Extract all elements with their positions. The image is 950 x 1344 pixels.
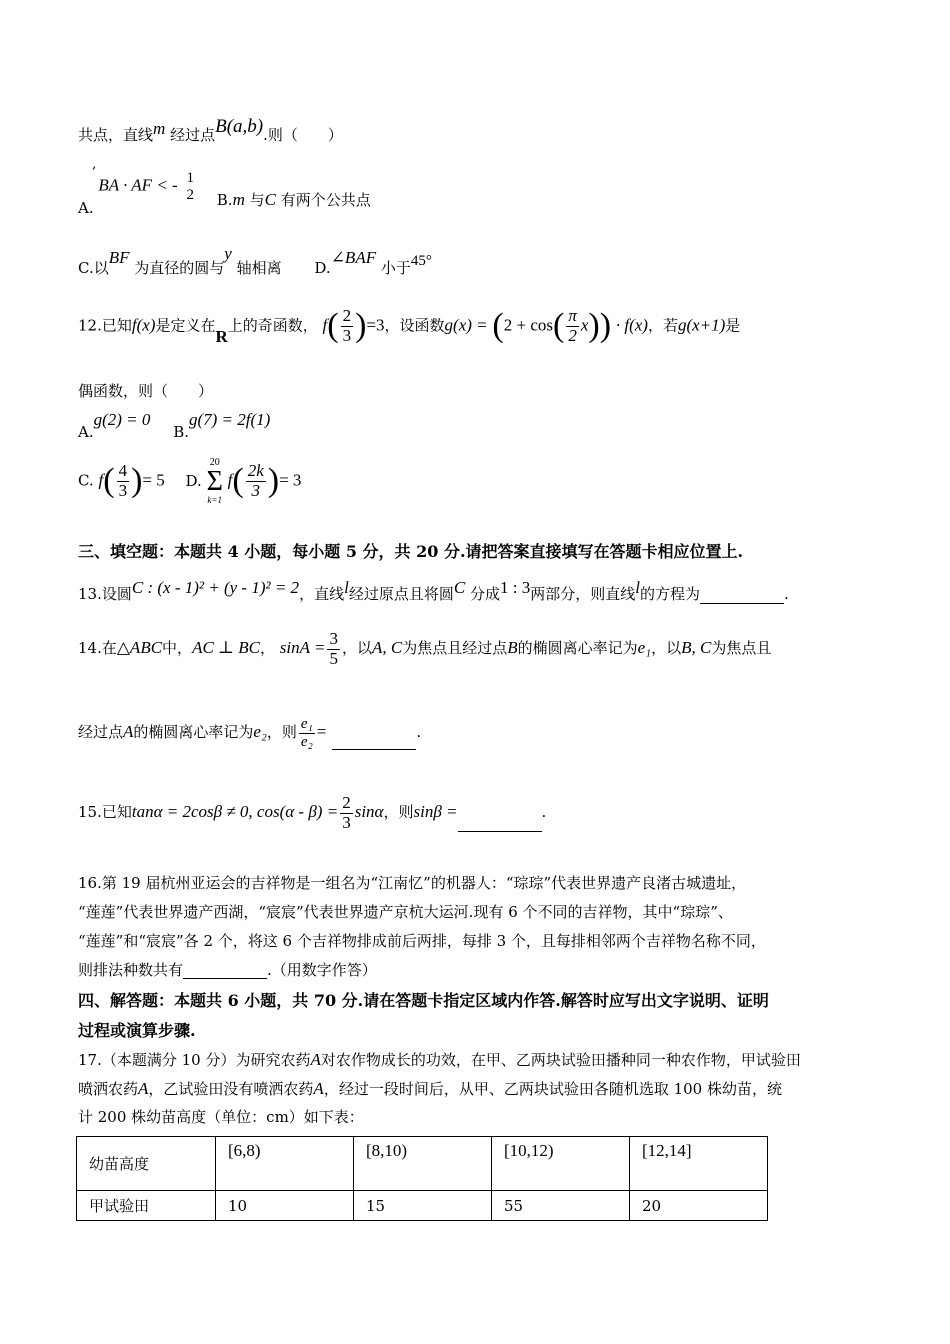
paren-close: ) bbox=[588, 307, 600, 344]
math-perp: AC ⊥ BC bbox=[192, 638, 260, 658]
q12-line2: 偶函数，则（ ） bbox=[78, 382, 214, 400]
q12-options-cd bbox=[78, 458, 301, 505]
math-point-b: B(a,b) bbox=[215, 116, 264, 137]
text: 中， bbox=[162, 639, 193, 658]
text: 则排法种数共有 bbox=[78, 961, 184, 979]
q17-line1 bbox=[78, 1050, 801, 1070]
text: 分成 bbox=[469, 585, 500, 603]
math-y: y bbox=[224, 244, 232, 263]
math-l: l bbox=[635, 578, 640, 597]
fraction-denominator: 2 bbox=[186, 186, 194, 203]
math-dot-fx: · f(x) bbox=[615, 315, 648, 335]
text: ，则 bbox=[383, 803, 414, 822]
text: 上的奇函数， bbox=[227, 316, 318, 335]
paren-close: ) bbox=[267, 462, 280, 500]
fraction-numerator: 2 bbox=[342, 793, 351, 812]
text: ，以 bbox=[341, 639, 372, 658]
table-header-cell: [8,10) bbox=[354, 1137, 492, 1191]
answer-blank[interactable] bbox=[458, 831, 542, 832]
text: ， bbox=[260, 639, 276, 658]
option-c-eq: = 5 bbox=[142, 470, 165, 490]
sigma-upper: 20 bbox=[209, 457, 220, 468]
text: 小于 bbox=[380, 259, 411, 277]
math-inner: 2 + cos bbox=[503, 315, 553, 335]
option-a-fraction bbox=[184, 170, 196, 203]
option-b-label: B. bbox=[216, 190, 233, 209]
paren-open: ( bbox=[553, 307, 565, 344]
math-gx1: g(x+1) bbox=[677, 315, 726, 335]
paren-open: ( bbox=[103, 462, 115, 500]
math-circle: C : (x - 1)² + (y - 1)² = 2 bbox=[131, 578, 300, 597]
q15 bbox=[78, 794, 546, 832]
math-sin: sinα bbox=[354, 802, 384, 822]
text: 经过点 bbox=[78, 723, 124, 741]
table-cell: 20 bbox=[630, 1191, 768, 1221]
option-a-label: A. bbox=[78, 423, 94, 441]
q12-options-ab bbox=[78, 410, 271, 441]
fraction-numerator: 4 bbox=[118, 461, 128, 481]
q11-options-ab bbox=[78, 170, 371, 217]
paren-open: ( bbox=[327, 307, 339, 344]
option-d-label: D. bbox=[314, 259, 331, 277]
text: ，则 bbox=[266, 723, 297, 741]
text: 17.（本题满分 10 分）为研究农药 bbox=[78, 1051, 311, 1069]
sigma-symbol: Σ bbox=[206, 466, 223, 497]
q11-options-cd bbox=[78, 244, 432, 277]
math-angle: ∠BAF bbox=[330, 248, 377, 267]
seedling-table bbox=[76, 1136, 768, 1221]
text: 的方程为 bbox=[639, 585, 700, 603]
text: 共点，直线 bbox=[78, 126, 154, 144]
table-header-cell: [6,8) bbox=[216, 1137, 354, 1191]
paren-close: ) bbox=[355, 307, 367, 344]
fraction-denominator: 3 bbox=[251, 481, 260, 500]
table-header-row bbox=[77, 1137, 768, 1191]
math-a: A bbox=[313, 1079, 324, 1098]
paren-open: ( bbox=[232, 462, 244, 500]
q16-line4 bbox=[78, 961, 377, 979]
fraction-numerator: π bbox=[568, 306, 577, 326]
option-a-expr: g(2) = 0 bbox=[93, 410, 151, 429]
text: ，设函数 bbox=[384, 316, 445, 335]
math-bc: B, C bbox=[681, 638, 712, 658]
text: 15.已知 bbox=[78, 803, 132, 822]
math-f: f bbox=[227, 470, 233, 490]
option-b-label: B. bbox=[173, 423, 189, 441]
q15-fraction bbox=[340, 794, 353, 832]
math-m: m bbox=[232, 189, 245, 209]
text: ，以 bbox=[651, 639, 682, 658]
math-bf: BF bbox=[108, 248, 130, 267]
sigma-block bbox=[207, 458, 223, 505]
fraction-numerator: 2 bbox=[342, 306, 352, 326]
text: 13.设圆 bbox=[78, 585, 132, 603]
fraction-denominator: 2 bbox=[568, 325, 577, 345]
option-c-label: C.以 bbox=[78, 259, 109, 277]
table-cell: 15 bbox=[354, 1191, 492, 1221]
fraction-denominator: 3 bbox=[342, 325, 352, 345]
math-gx: g(x) = bbox=[444, 315, 488, 335]
q16-line2: “莲莲”代表世界遗产西湖，“宸宸”代表世界遗产京杭大运河.现有 6 个不同的吉祥物，其中“琮琮”、 bbox=[78, 903, 733, 921]
math-degree: 45° bbox=[410, 253, 432, 269]
math-e2: e₂ bbox=[253, 722, 267, 741]
math-b: B bbox=[507, 638, 518, 658]
table-cell: 10 bbox=[216, 1191, 354, 1221]
text: 轴相离 bbox=[236, 259, 282, 277]
q14-line1 bbox=[78, 630, 771, 668]
fraction-numerator: 2k bbox=[247, 461, 264, 481]
math-c: C bbox=[264, 189, 276, 209]
math-x: x bbox=[580, 315, 589, 335]
math-r: R bbox=[215, 327, 228, 347]
text: . bbox=[416, 723, 422, 741]
text: 两部分，则直线 bbox=[530, 585, 636, 603]
text: 为直径的圆与 bbox=[134, 259, 225, 277]
option-b-expr: g(7) = 2f(1) bbox=[188, 410, 271, 429]
text: 是 bbox=[725, 316, 741, 335]
math-e1: e₁ bbox=[637, 638, 652, 658]
q17-line2 bbox=[78, 1079, 782, 1099]
table-cell: 甲试验田 bbox=[77, 1191, 216, 1221]
paren-open: ( bbox=[492, 307, 504, 344]
stray-comma: , bbox=[92, 156, 97, 172]
math-ratio: 1 : 3 bbox=[499, 578, 531, 597]
option-c-fraction bbox=[117, 462, 130, 500]
math-f: f bbox=[322, 315, 328, 335]
q11-intro bbox=[78, 116, 343, 147]
text: 经过点 bbox=[170, 126, 216, 144]
text: 12.已知 bbox=[78, 316, 132, 335]
table-cell: 55 bbox=[492, 1191, 630, 1221]
text: .（用数字作答） bbox=[267, 961, 377, 979]
paren-close: ) bbox=[131, 462, 143, 500]
fraction-denominator: 3 bbox=[118, 481, 128, 500]
option-a-label: A. bbox=[78, 198, 94, 217]
fraction-denominator: 3 bbox=[342, 812, 351, 832]
text: 是定义在 bbox=[155, 316, 216, 335]
math-triangle: △ABC bbox=[116, 638, 163, 658]
fraction-denominator: e₂ bbox=[300, 733, 313, 750]
option-d-label: D. bbox=[185, 471, 202, 490]
text: ，经过一段时间后，从甲、乙两块试验田各随机选取 100 株幼苗，统 bbox=[323, 1080, 782, 1098]
section-4-heading-cont: 过程或演算步骤. bbox=[78, 1021, 196, 1040]
text: 经过原点且将圆 bbox=[348, 585, 454, 603]
text: 的椭圆离心率记为 bbox=[133, 723, 254, 741]
table-row bbox=[77, 1191, 768, 1221]
table-header-cell: 幼苗高度 bbox=[77, 1137, 216, 1191]
q14-ratio bbox=[299, 716, 315, 750]
sigma-lower: k=1 bbox=[207, 495, 222, 505]
section-3-heading: 三、填空题：本题共 4 小题，每小题 5 分，共 20 分.请把答案直接填写在答题卡相应位置上. bbox=[78, 542, 744, 561]
text: 喷洒农药 bbox=[78, 1080, 139, 1098]
q16-line3: “莲莲”和“宸宸”各 2 个，将这 6 个吉祥物排成前后两排，每排 3 个，且每排相邻两个吉祥物名称不同， bbox=[78, 932, 766, 950]
q16-line1: 16.第 19 届杭州亚运会的吉祥物是一组名为“江南忆”的机器人：“琮琮”代表世界遗产良渚古城遗址， bbox=[78, 874, 747, 892]
fraction-numerator: 1 bbox=[186, 170, 194, 186]
option-d-eq: = 3 bbox=[279, 470, 302, 490]
math-a: A bbox=[310, 1050, 321, 1069]
math-sina: sinA = bbox=[279, 638, 326, 658]
math-fx: f(x) bbox=[131, 315, 156, 335]
q13 bbox=[78, 578, 789, 603]
option-d-fraction bbox=[246, 462, 266, 500]
q14-line2 bbox=[78, 716, 421, 750]
text: ，乙试验田没有喷洒农药 bbox=[148, 1080, 314, 1098]
math-eq: = bbox=[316, 722, 327, 741]
text: ，若 bbox=[647, 316, 678, 335]
text: 14.在 bbox=[78, 639, 117, 658]
math-ac: A, C bbox=[371, 638, 403, 658]
text: 与 bbox=[249, 190, 265, 209]
math-m: m bbox=[153, 119, 166, 138]
fraction-numerator: 3 bbox=[329, 629, 338, 648]
text: 有两个公共点 bbox=[280, 190, 371, 209]
text: 对农作物成长的功效，在甲、乙两块试验田播种同一种农作物，甲试验田 bbox=[320, 1051, 801, 1069]
fraction-numerator: e₁ bbox=[300, 716, 313, 732]
text: 为焦点且 bbox=[711, 639, 772, 658]
text: 为焦点且经过点 bbox=[402, 639, 508, 658]
math-expr2: sinβ = bbox=[413, 802, 458, 822]
answer-blank[interactable] bbox=[332, 749, 416, 750]
text: . bbox=[541, 803, 547, 822]
math-a: A bbox=[123, 722, 134, 741]
text: 的椭圆离心率记为 bbox=[517, 639, 638, 658]
fraction-denominator: 5 bbox=[329, 648, 338, 668]
paren-close: ) bbox=[599, 307, 612, 344]
text: . bbox=[783, 585, 789, 603]
math-f: f bbox=[98, 470, 104, 490]
answer-blank[interactable] bbox=[700, 603, 784, 604]
text: .则（ ） bbox=[263, 126, 343, 144]
q17-line3: 计 200 株幼苗高度（单位：cm）如下表： bbox=[78, 1108, 364, 1126]
pi-fraction bbox=[566, 307, 579, 345]
q12-fraction bbox=[341, 307, 354, 345]
math-eq3: =3 bbox=[366, 315, 385, 335]
table-header-cell: [12,14] bbox=[630, 1137, 768, 1191]
section-4-heading: 四、解答题：本题共 6 小题，共 70 分.请在答题卡指定区域内作答.解答时应写出文字说明、证明 bbox=[78, 991, 769, 1010]
math-expr1: tanα = 2cosβ ≠ 0, cos(α - β) = bbox=[131, 802, 339, 822]
option-c-label: C. bbox=[78, 471, 94, 490]
math-c: C bbox=[453, 578, 466, 597]
option-a-expr: BA · AF < - bbox=[98, 175, 178, 195]
q14-fraction bbox=[327, 630, 340, 668]
table-header-cell: [10,12) bbox=[492, 1137, 630, 1191]
math-l: l bbox=[344, 578, 349, 597]
math-a: A bbox=[138, 1079, 149, 1098]
answer-blank[interactable] bbox=[183, 978, 267, 979]
text: ，直线 bbox=[299, 585, 345, 603]
q12-stem bbox=[78, 306, 740, 347]
